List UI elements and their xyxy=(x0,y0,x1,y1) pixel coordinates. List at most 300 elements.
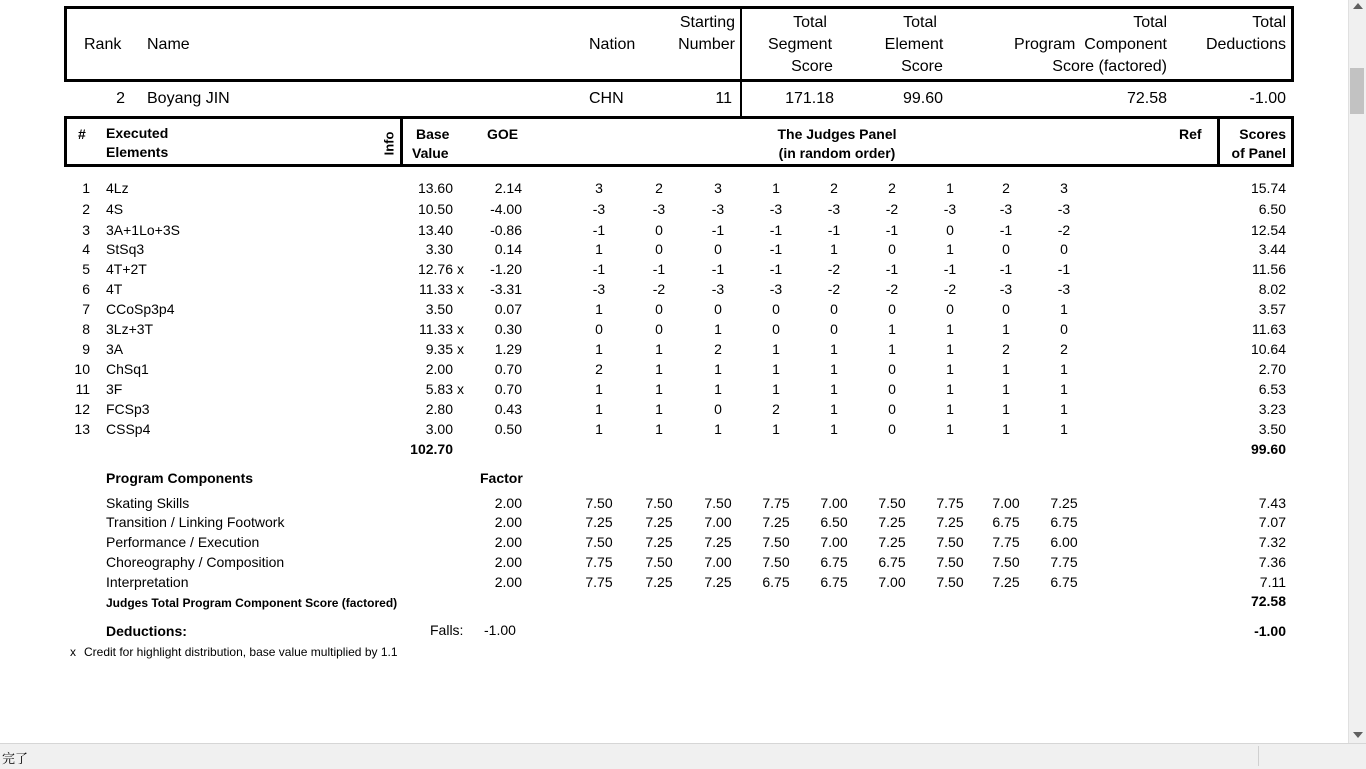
judge-score: 0 xyxy=(1002,241,1010,257)
header-nation: Nation xyxy=(589,36,636,53)
element-row xyxy=(0,361,1366,381)
element-number: 9 xyxy=(82,341,90,357)
judge-score: 3 xyxy=(714,180,722,196)
component-factor: 2.00 xyxy=(494,554,522,570)
component-judge-score: 7.25 xyxy=(704,574,732,590)
element-number: 7 xyxy=(82,301,90,317)
judge-score: -3 xyxy=(827,201,841,217)
header-tes-1: Total xyxy=(903,14,937,31)
element-goe: 0.70 xyxy=(494,361,522,377)
judge-score: 2 xyxy=(888,180,896,196)
component-judge-score: 6.00 xyxy=(1050,534,1078,550)
header-number: Number xyxy=(678,36,735,53)
judge-score: -1 xyxy=(711,222,725,238)
header-divider xyxy=(740,6,742,116)
element-bonus-mark: x xyxy=(457,281,464,297)
judge-score: -1 xyxy=(943,261,957,277)
scrollbar-thumb[interactable] xyxy=(1350,68,1364,114)
judge-score: 0 xyxy=(1060,241,1068,257)
component-judge-score: 7.25 xyxy=(1050,495,1078,511)
judge-score: 0 xyxy=(888,361,896,377)
judge-score: -2 xyxy=(827,261,841,277)
judge-score: 1 xyxy=(772,341,780,357)
judge-score: -1 xyxy=(711,261,725,277)
element-base-value: 9.35 xyxy=(425,341,453,357)
element-goe: 0.07 xyxy=(494,301,522,317)
element-code: 4T+2T xyxy=(106,261,147,277)
status-divider xyxy=(1258,746,1259,766)
header-pcs-3: Score (factored) xyxy=(1052,58,1167,75)
pcs-total-label: Judges Total Program Component Score (factored) xyxy=(106,596,398,610)
component-judge-score: 6.75 xyxy=(1050,574,1078,590)
judge-score: -2 xyxy=(943,281,957,297)
judge-score: 1 xyxy=(655,341,663,357)
component-judge-score: 7.00 xyxy=(820,534,848,550)
judge-score: -2 xyxy=(885,201,899,217)
judge-score: 1 xyxy=(946,321,954,337)
program-components-title: Program Components xyxy=(106,470,254,486)
element-panel-score: 2.70 xyxy=(1258,361,1286,377)
element-panel-score: 10.64 xyxy=(1250,341,1286,357)
component-judge-score: 7.75 xyxy=(992,534,1020,550)
judge-score: -3 xyxy=(711,201,725,217)
component-judge-score: 6.50 xyxy=(820,514,848,530)
component-judge-score: 6.75 xyxy=(762,574,790,590)
element-code: CCoSp3p4 xyxy=(106,301,175,317)
element-panel-score: 11.63 xyxy=(1252,321,1286,337)
judge-score: 0 xyxy=(714,401,722,417)
judge-score: 1 xyxy=(772,381,780,397)
judge-score: -3 xyxy=(769,201,783,217)
scroll-down-arrow-icon[interactable] xyxy=(1353,732,1363,738)
component-factor: 2.00 xyxy=(494,574,522,590)
header-name: Name xyxy=(147,36,190,53)
component-panel-score: 7.36 xyxy=(1258,554,1286,570)
component-judge-score: 7.00 xyxy=(704,514,732,530)
judge-score: -1 xyxy=(769,222,783,238)
component-factor: 2.00 xyxy=(494,495,522,511)
component-judge-score: 6.75 xyxy=(1050,514,1078,530)
element-number: 13 xyxy=(74,421,90,437)
judge-score: 1 xyxy=(830,421,838,437)
element-bonus-mark: x xyxy=(457,381,464,397)
judges-panel-1: The Judges Panel xyxy=(777,126,897,142)
total-element-score: 99.60 xyxy=(1250,441,1286,457)
judge-score: -3 xyxy=(1057,201,1071,217)
judge-score: 1 xyxy=(772,361,780,377)
component-judge-score: 6.75 xyxy=(820,554,848,570)
skater-tes: 99.60 xyxy=(902,90,943,107)
factor-header: Factor xyxy=(480,470,523,486)
judge-score: -3 xyxy=(769,281,783,297)
component-judge-score: 7.50 xyxy=(762,554,790,570)
judge-score: 0 xyxy=(830,321,838,337)
component-judge-score: 7.00 xyxy=(820,495,848,511)
component-judge-score: 7.00 xyxy=(992,495,1020,511)
elements-divider-left xyxy=(400,116,403,167)
component-judge-score: 7.50 xyxy=(585,495,613,511)
judge-score: -3 xyxy=(999,201,1013,217)
judge-score: -3 xyxy=(592,201,606,217)
component-panel-score: 7.32 xyxy=(1258,534,1286,550)
judge-score: 1 xyxy=(655,401,663,417)
element-row xyxy=(0,321,1366,341)
element-row xyxy=(0,261,1366,281)
element-code: 3A+1Lo+3S xyxy=(106,222,180,238)
judge-score: 0 xyxy=(888,241,896,257)
judge-score: 0 xyxy=(714,301,722,317)
element-number: 1 xyxy=(82,180,90,196)
component-judge-score: 7.50 xyxy=(992,554,1020,570)
element-code: 4T xyxy=(106,281,123,297)
element-goe: 0.30 xyxy=(494,321,522,337)
judge-score: -3 xyxy=(1057,281,1071,297)
elements-info-header: Info xyxy=(381,131,397,156)
component-judge-score: 7.50 xyxy=(936,554,964,570)
element-goe: -3.31 xyxy=(490,281,522,297)
judge-score: 2 xyxy=(595,361,603,377)
element-row xyxy=(0,301,1366,321)
component-factor: 2.00 xyxy=(494,534,522,550)
program-component-row xyxy=(0,554,1366,574)
judge-score: 1 xyxy=(595,301,603,317)
judge-score: 1 xyxy=(595,401,603,417)
component-judge-score: 7.50 xyxy=(645,495,673,511)
element-row xyxy=(0,341,1366,361)
header-rank: Rank xyxy=(84,36,122,53)
judge-score: 1 xyxy=(595,241,603,257)
component-judge-score: 7.25 xyxy=(762,514,790,530)
component-judge-score: 7.25 xyxy=(645,514,673,530)
header-tss-3: Score xyxy=(791,58,833,75)
element-panel-score: 12.54 xyxy=(1250,222,1286,238)
element-base-value: 10.50 xyxy=(417,201,453,217)
judge-score: 2 xyxy=(714,341,722,357)
element-panel-score: 3.23 xyxy=(1258,401,1286,417)
component-judge-score: 7.50 xyxy=(878,495,906,511)
component-judge-score: 7.50 xyxy=(936,574,964,590)
judge-score: -1 xyxy=(1057,261,1071,277)
judge-score: -2 xyxy=(885,281,899,297)
judge-score: 1 xyxy=(946,361,954,377)
falls-value: -1.00 xyxy=(484,622,516,638)
judge-score: 0 xyxy=(772,301,780,317)
component-name: Performance / Execution xyxy=(106,534,260,550)
judge-score: 2 xyxy=(1060,341,1068,357)
element-code: 3A xyxy=(106,341,124,357)
judge-score: 1 xyxy=(830,241,838,257)
element-bonus-mark: x xyxy=(457,341,464,357)
program-component-row xyxy=(0,495,1366,515)
judge-score: 0 xyxy=(1002,301,1010,317)
judge-score: 0 xyxy=(830,301,838,317)
judge-score: -1 xyxy=(999,261,1013,277)
judge-score: 1 xyxy=(888,341,896,357)
component-judge-score: 7.25 xyxy=(878,514,906,530)
judge-score: 0 xyxy=(714,241,722,257)
component-judge-score: 7.50 xyxy=(704,495,732,511)
judge-score: 1 xyxy=(1060,301,1068,317)
skater-rank: 2 xyxy=(116,90,125,107)
element-code: StSq3 xyxy=(106,241,145,257)
element-number: 10 xyxy=(74,361,90,377)
judge-score: 1 xyxy=(714,421,722,437)
footnote-mark: x xyxy=(70,645,76,659)
program-component-row xyxy=(0,534,1366,554)
component-judge-score: 7.25 xyxy=(992,574,1020,590)
judge-score: 1 xyxy=(1002,421,1010,437)
component-judge-score: 7.25 xyxy=(645,574,673,590)
pcs-total: 72.58 xyxy=(1250,593,1286,609)
judge-score: 0 xyxy=(595,321,603,337)
judge-score: 2 xyxy=(772,401,780,417)
judge-score: -3 xyxy=(943,201,957,217)
component-judge-score: 7.25 xyxy=(704,534,732,550)
judge-score: 1 xyxy=(655,381,663,397)
judge-score: -1 xyxy=(885,222,899,238)
component-judge-score: 7.25 xyxy=(878,534,906,550)
element-code: 3Lz+3T xyxy=(106,321,154,337)
judge-score: -3 xyxy=(652,201,666,217)
judge-score: 1 xyxy=(946,180,954,196)
element-base-value: 3.30 xyxy=(425,241,453,257)
element-code: 4Lz xyxy=(106,180,129,196)
judge-score: -1 xyxy=(999,222,1013,238)
element-code: 3F xyxy=(106,381,123,397)
judge-score: 1 xyxy=(714,381,722,397)
component-name: Choreography / Composition xyxy=(106,554,285,570)
component-judge-score: 7.00 xyxy=(878,574,906,590)
judge-score: -3 xyxy=(999,281,1013,297)
judge-score: 1 xyxy=(830,361,838,377)
skater-deductions: -1.00 xyxy=(1249,90,1286,107)
scroll-up-arrow-icon[interactable] xyxy=(1353,3,1363,9)
element-base-value: 2.00 xyxy=(425,361,453,377)
element-base-value: 11.33 xyxy=(419,281,453,297)
component-judge-score: 7.75 xyxy=(936,495,964,511)
element-panel-score: 15.74 xyxy=(1250,180,1286,196)
judge-score: 1 xyxy=(1002,361,1010,377)
judge-score: -3 xyxy=(711,281,725,297)
judge-score: -2 xyxy=(1057,222,1071,238)
element-panel-score: 6.50 xyxy=(1258,201,1286,217)
component-name: Transition / Linking Footwork xyxy=(106,514,285,530)
judge-score: 1 xyxy=(595,341,603,357)
header-ded-1: Total xyxy=(1252,14,1286,31)
judge-score: 1 xyxy=(714,321,722,337)
judge-score: 0 xyxy=(888,301,896,317)
judge-score: 1 xyxy=(772,421,780,437)
element-panel-score: 11.56 xyxy=(1252,261,1286,277)
skater-nation: CHN xyxy=(589,90,624,107)
judge-score: -1 xyxy=(652,261,666,277)
element-row xyxy=(0,401,1366,421)
judge-score: 0 xyxy=(888,381,896,397)
elements-goe-header: GOE xyxy=(487,126,519,142)
element-number: 8 xyxy=(82,321,90,337)
judge-score: -1 xyxy=(769,261,783,277)
skater-tss: 171.18 xyxy=(785,90,834,107)
element-panel-score: 3.44 xyxy=(1258,241,1286,257)
judge-score: 1 xyxy=(1002,381,1010,397)
element-goe: -1.20 xyxy=(490,261,522,277)
judge-score: 1 xyxy=(1060,381,1068,397)
element-bonus-mark: x xyxy=(457,321,464,337)
elements-divider-right xyxy=(1217,116,1220,167)
skater-name: Boyang JIN xyxy=(147,90,230,107)
component-judge-score: 7.00 xyxy=(704,554,732,570)
judge-score: 0 xyxy=(946,222,954,238)
element-goe: -4.00 xyxy=(490,201,522,217)
element-panel-score: 3.57 xyxy=(1258,301,1286,317)
footnote-text: Credit for highlight distribution, base value multiplied by 1.1 xyxy=(84,645,398,659)
judge-score: 1 xyxy=(1002,321,1010,337)
judge-score: 2 xyxy=(655,180,663,196)
judge-score: -1 xyxy=(592,261,606,277)
status-text: 完了 xyxy=(2,751,29,766)
judge-score: 1 xyxy=(946,421,954,437)
elements-num-header: # xyxy=(78,126,86,142)
element-code: ChSq1 xyxy=(106,361,149,377)
element-code: CSSp4 xyxy=(106,421,151,437)
judge-score: 1 xyxy=(655,361,663,377)
component-judge-score: 6.75 xyxy=(878,554,906,570)
judge-score: 1 xyxy=(946,341,954,357)
header-starting: Starting xyxy=(679,14,735,31)
judge-score: 0 xyxy=(1060,321,1068,337)
header-pcs-1: Total xyxy=(1133,14,1167,31)
element-row xyxy=(0,201,1366,221)
header-tes-2: Element xyxy=(884,36,944,53)
judge-score: 0 xyxy=(888,421,896,437)
header-pcs-2: Program Component xyxy=(1014,36,1167,53)
judge-score: 0 xyxy=(655,222,663,238)
element-number: 6 xyxy=(82,281,90,297)
judge-score: 0 xyxy=(888,401,896,417)
element-number: 2 xyxy=(82,201,90,217)
judge-score: 2 xyxy=(830,180,838,196)
element-goe: 0.50 xyxy=(494,421,522,437)
judge-score: 2 xyxy=(1002,180,1010,196)
component-judge-score: 6.75 xyxy=(992,514,1020,530)
judge-score: 1 xyxy=(714,361,722,377)
element-base-value: 13.40 xyxy=(417,222,453,238)
element-goe: 2.14 xyxy=(494,180,522,196)
header-tes-3: Score xyxy=(901,58,943,75)
judges-panel-2: (in random order) xyxy=(778,145,896,161)
scores-header-1: Scores xyxy=(1239,126,1286,142)
status-bar xyxy=(0,743,1366,769)
judge-score: -1 xyxy=(827,222,841,238)
element-panel-score: 6.53 xyxy=(1258,381,1286,397)
deductions-label: Deductions: xyxy=(106,623,187,639)
component-judge-score: 7.50 xyxy=(936,534,964,550)
judge-score: 0 xyxy=(655,321,663,337)
elements-executed-2: Elements xyxy=(106,144,169,160)
component-judge-score: 7.75 xyxy=(1050,554,1078,570)
header-ded-2: Deductions xyxy=(1205,36,1286,53)
element-base-value: 12.76 xyxy=(417,261,453,277)
judge-score: -1 xyxy=(769,241,783,257)
element-base-value: 2.80 xyxy=(425,401,453,417)
element-base-value: 5.83 xyxy=(425,381,453,397)
element-row xyxy=(0,180,1366,200)
judge-score: 1 xyxy=(655,421,663,437)
element-goe: 0.70 xyxy=(494,381,522,397)
element-base-value: 3.00 xyxy=(425,421,453,437)
element-row xyxy=(0,381,1366,401)
deductions-total: -1.00 xyxy=(1254,623,1286,639)
element-bonus-mark: x xyxy=(457,261,464,277)
element-row xyxy=(0,421,1366,441)
element-number: 4 xyxy=(82,241,90,257)
skater-pcs: 72.58 xyxy=(1126,90,1167,107)
program-component-row xyxy=(0,514,1366,534)
component-panel-score: 7.11 xyxy=(1259,574,1286,590)
scores-header-2: of Panel xyxy=(1231,145,1286,161)
judge-score: 1 xyxy=(772,180,780,196)
element-panel-score: 8.02 xyxy=(1258,281,1286,297)
element-row xyxy=(0,222,1366,242)
ref-header: Ref xyxy=(1179,126,1202,142)
judge-score: 1 xyxy=(830,341,838,357)
element-number: 5 xyxy=(82,261,90,277)
elements-base-1: Base xyxy=(416,126,450,142)
element-number: 3 xyxy=(82,222,90,238)
judge-score: 3 xyxy=(1060,180,1068,196)
judge-score: 1 xyxy=(1060,401,1068,417)
component-judge-score: 7.25 xyxy=(585,514,613,530)
elements-header-box xyxy=(64,116,1294,167)
judge-score: -2 xyxy=(652,281,666,297)
component-judge-score: 7.25 xyxy=(936,514,964,530)
element-goe: 0.43 xyxy=(494,401,522,417)
component-judge-score: 7.75 xyxy=(585,554,613,570)
element-code: 4S xyxy=(106,201,124,217)
header-tss-1: Total xyxy=(793,14,827,31)
element-base-value: 3.50 xyxy=(425,301,453,317)
component-judge-score: 7.25 xyxy=(645,534,673,550)
judge-score: 1 xyxy=(595,421,603,437)
judge-score: 3 xyxy=(595,180,603,196)
component-panel-score: 7.07 xyxy=(1258,514,1286,530)
judge-score: -3 xyxy=(592,281,606,297)
element-base-value: 13.60 xyxy=(417,180,453,196)
component-judge-score: 6.75 xyxy=(820,574,848,590)
judge-score: 1 xyxy=(1002,401,1010,417)
component-judge-score: 7.50 xyxy=(762,534,790,550)
element-number: 11 xyxy=(75,381,90,397)
component-judge-score: 7.50 xyxy=(645,554,673,570)
judge-score: 1 xyxy=(946,241,954,257)
judge-score: 1 xyxy=(1060,361,1068,377)
component-name: Skating Skills xyxy=(106,495,190,511)
judge-score: -1 xyxy=(592,222,606,238)
judge-score: 2 xyxy=(1002,341,1010,357)
component-judge-score: 7.75 xyxy=(585,574,613,590)
total-base-value: 102.70 xyxy=(410,441,453,457)
component-judge-score: 7.75 xyxy=(762,495,790,511)
judge-score: 1 xyxy=(830,401,838,417)
element-goe: 0.14 xyxy=(494,241,522,257)
judge-score: 0 xyxy=(772,321,780,337)
element-row xyxy=(0,281,1366,301)
judge-score: 1 xyxy=(830,381,838,397)
judge-score: 0 xyxy=(655,301,663,317)
element-goe: -0.86 xyxy=(490,222,522,238)
element-base-value: 11.33 xyxy=(419,321,453,337)
element-panel-score: 3.50 xyxy=(1258,421,1286,437)
